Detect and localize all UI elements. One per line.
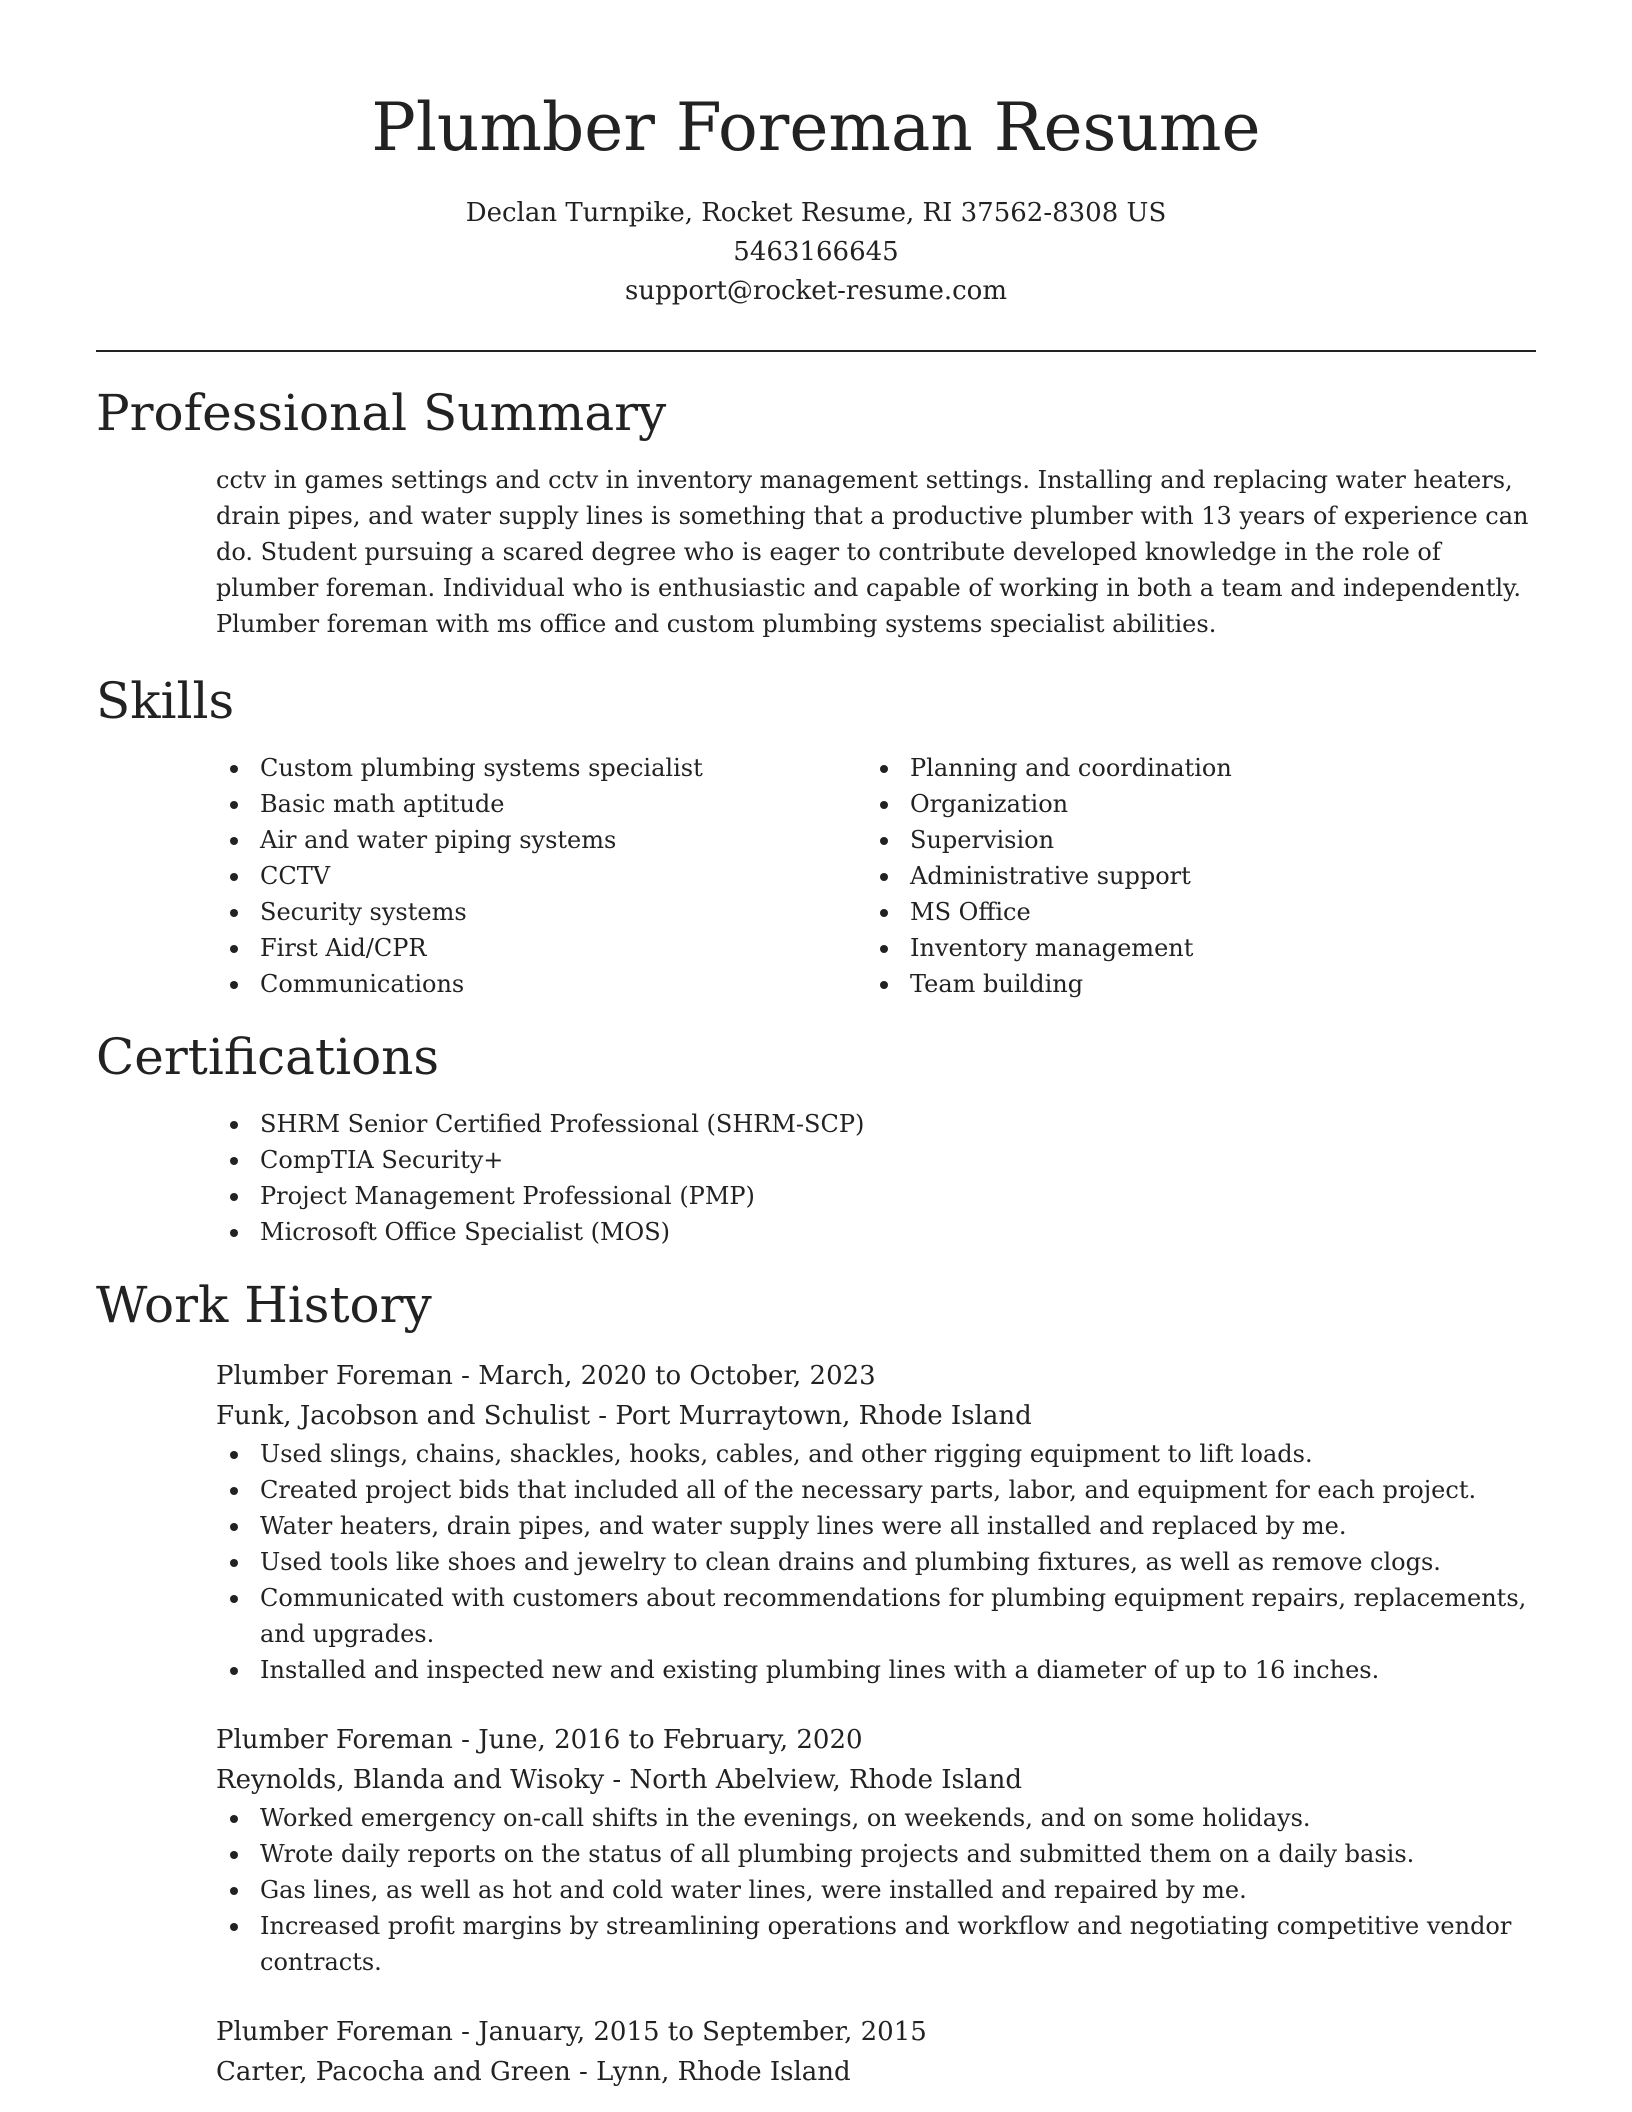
job-location: North Abelview, Rhode Island (629, 1765, 1023, 1795)
certifications-list (216, 1106, 1536, 1250)
job-title: Plumber Foreman (216, 1361, 453, 1391)
skill-item: Inventory management (866, 930, 1516, 966)
certifications-heading: Certifications (96, 1028, 440, 1086)
job-title: Plumber Foreman (216, 1725, 453, 1755)
job-entry (0, 2012, 1632, 2092)
job-entry (0, 1720, 1632, 1980)
job-bullets (216, 1800, 1536, 1980)
summary-text: cctv in games settings and cctv in inventory management settings. Installing and replacing water heaters, drain pipes, and water supply lines is something that a productive plumber with 13 years of experience can do. Student pursuing a scared degree who is eager to contribute developed knowledge in the role of plumber foreman. Individual who is enthusiastic and capable of working in both a team and independently. Plumber foreman with ms office and custom plumbing systems specialist abilities. (216, 466, 1529, 638)
job-bullets (216, 1436, 1536, 1688)
skill-item: First Aid/CPR (216, 930, 866, 966)
job-title: Plumber Foreman (216, 2017, 453, 2047)
skill-item: Administrative support (866, 858, 1516, 894)
job-company-line: Funk, Jacobson and Schulist - Port Murraytown, Rhode Island (216, 1401, 1032, 1431)
skills-section (0, 670, 1632, 1002)
contact-block (0, 194, 1632, 311)
skill-item: MS Office (866, 894, 1516, 930)
skills-list-right (866, 750, 1516, 1002)
job-company: Funk, Jacobson and Schulist (216, 1401, 591, 1431)
certification-item: Microsoft Office Specialist (MOS) (216, 1214, 1536, 1250)
skill-item: Security systems (216, 894, 866, 930)
job-bullet: Worked emergency on-call shifts in the evenings, on weekends, and on some holidays. (216, 1800, 1536, 1836)
skill-item: Communications (216, 966, 866, 1002)
job-company-line: Reynolds, Blanda and Wisoky - North Abelview, Rhode Island (216, 1765, 1023, 1795)
job-bullet: Communicated with customers about recommendations for plumbing equipment repairs, replacements, and upgrades. (216, 1580, 1536, 1652)
skill-item: Air and water piping systems (216, 822, 866, 858)
job-location: Lynn, Rhode Island (596, 2057, 851, 2087)
header-divider (96, 350, 1536, 352)
job-bullet: Created project bids that included all of the necessary parts, labor, and equipment for each project. (216, 1472, 1536, 1508)
job-title-line: Plumber Foreman - March, 2020 to October, 2023 (216, 1361, 876, 1391)
job-location: Port Murraytown, Rhode Island (615, 1401, 1032, 1431)
job-company-line: Carter, Pacocha and Green - Lynn, Rhode Island (216, 2057, 851, 2087)
skills-list-left (216, 750, 866, 1002)
job-title-line: Plumber Foreman - June, 2016 to February, 2020 (216, 1725, 863, 1755)
certification-item: CompTIA Security+ (216, 1142, 1536, 1178)
skill-item: Planning and coordination (866, 750, 1516, 786)
skills-heading: Skills (96, 672, 235, 730)
contact-phone: 5463166645 (733, 237, 899, 267)
resume-header (0, 0, 1632, 311)
job-bullet: Increased profit margins by streamlining operations and workflow and negotiating competitive vendor contracts. (216, 1908, 1536, 1980)
certifications-section (0, 1026, 1632, 1250)
work-history-section (0, 1274, 1632, 2092)
skill-item: Custom plumbing systems specialist (216, 750, 866, 786)
certification-item: Project Management Professional (PMP) (216, 1178, 1536, 1214)
job-dates: January, 2015 to September, 2015 (478, 2017, 927, 2047)
job-bullet: Water heaters, drain pipes, and water supply lines were all installed and replaced by me. (216, 1508, 1536, 1544)
certification-item: SHRM Senior Certified Professional (SHRM-SCP) (216, 1106, 1536, 1142)
skill-item: Supervision (866, 822, 1516, 858)
skill-item: Team building (866, 966, 1516, 1002)
resume-title: Plumber Foreman Resume (371, 89, 1261, 166)
job-dates: March, 2020 to October, 2023 (478, 1361, 876, 1391)
job-bullet: Used tools like shoes and jewelry to clean drains and plumbing fixtures, as well as remove clogs. (216, 1544, 1536, 1580)
contact-email: support@rocket-resume.com (624, 276, 1007, 306)
work-history-heading: Work History (96, 1276, 432, 1334)
skill-item: Basic math aptitude (216, 786, 866, 822)
job-bullet: Used slings, chains, shackles, hooks, cables, and other rigging equipment to lift loads. (216, 1436, 1536, 1472)
contact-address: Declan Turnpike, Rocket Resume, RI 37562-8308 US (465, 198, 1167, 228)
job-bullet: Wrote daily reports on the status of all plumbing projects and submitted them on a daily basis. (216, 1836, 1536, 1872)
skill-item: Organization (866, 786, 1516, 822)
job-entry (0, 1356, 1632, 1688)
skills-grid (216, 750, 1536, 1002)
job-bullet: Gas lines, as well as hot and cold water lines, were installed and repaired by me. (216, 1872, 1536, 1908)
job-company: Carter, Pacocha and Green (216, 2057, 571, 2087)
job-title-line: Plumber Foreman - January, 2015 to September, 2015 (216, 2017, 927, 2047)
job-company: Reynolds, Blanda and Wisoky (216, 1765, 605, 1795)
summary-heading: Professional Summary (96, 384, 667, 442)
skill-item: CCTV (216, 858, 866, 894)
summary-section (0, 382, 1632, 642)
job-bullet: Installed and inspected new and existing plumbing lines with a diameter of up to 16 inches. (216, 1652, 1536, 1688)
job-dates: June, 2016 to February, 2020 (478, 1725, 863, 1755)
